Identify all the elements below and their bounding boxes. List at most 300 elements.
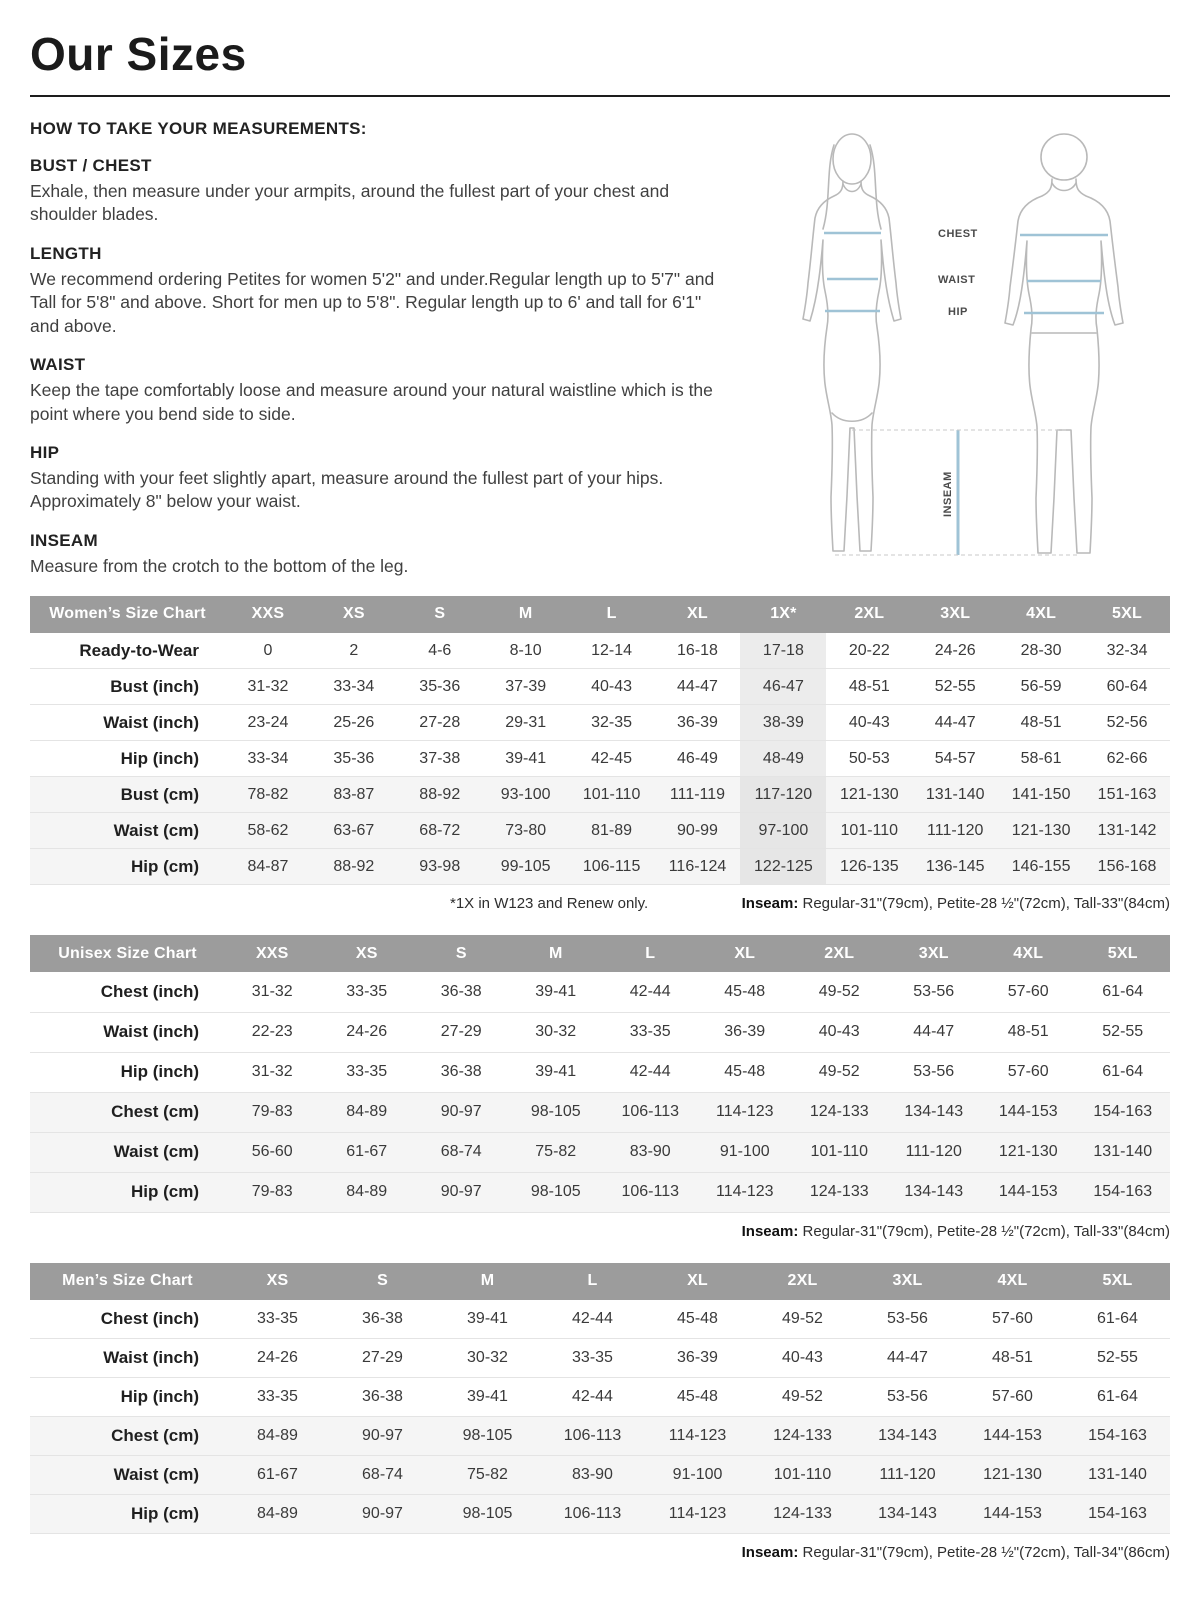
size-cell: 30-32: [535, 1023, 577, 1041]
size-cell: 36-39: [724, 1023, 766, 1041]
length-text: We recommend ordering Petites for women 5'2" and under.Regular length up to 5'7" and Tall for 5'8" and above. Short for men up to 5'8". Regular length up to 6' and tall for 6'1" and above.: [30, 268, 715, 336]
inseam-text: Measure from the crotch to the bottom of the leg.: [30, 555, 409, 576]
size-cell: 44-47: [913, 1023, 955, 1041]
size-cell: 29-31: [505, 713, 547, 731]
size-cell: 68-74: [362, 1466, 403, 1484]
size-cell: 45-48: [724, 1063, 766, 1081]
one-x-footnote: *1X in W123 and Renew only.: [450, 895, 649, 913]
size-cell: 84-89: [346, 1103, 388, 1121]
size-cell: 154-163: [1088, 1427, 1147, 1445]
size-cell: 134-143: [904, 1103, 964, 1121]
size-column-header: XL: [655, 596, 741, 633]
size-cell: 154-163: [1093, 1183, 1153, 1201]
size-cell: 61-64: [1102, 1063, 1144, 1081]
size-cell: 144-153: [998, 1183, 1058, 1201]
size-cell: 44-47: [934, 713, 976, 731]
size-cell: 17-18: [740, 633, 826, 669]
size-cell: 27-28: [419, 713, 461, 731]
size-cell: 54-57: [934, 749, 976, 767]
size-cell: 84-89: [257, 1427, 298, 1445]
table-row: [30, 1417, 1170, 1456]
size-column-header: 3XL: [912, 596, 998, 633]
size-cell: 12-14: [591, 641, 633, 659]
size-cell: 45-48: [677, 1388, 718, 1406]
size-cell: 33-35: [257, 1388, 298, 1406]
mens-size-chart-table: [30, 1263, 1170, 1535]
size-cell: 83-87: [333, 785, 375, 803]
size-cell: 39-41: [467, 1388, 508, 1406]
table-row: [30, 741, 1170, 777]
inseam-note-text: Regular-31"(79cm), Petite-28 ½"(72cm), Tall-33"(84cm): [798, 895, 1170, 913]
row-label: Waist (inch): [103, 1022, 199, 1042]
size-cell: 53-56: [887, 1388, 928, 1406]
table-row: [30, 972, 1170, 1012]
size-cell: 46-47: [740, 669, 826, 705]
size-cell: 62-66: [1106, 749, 1148, 767]
size-cell: 0: [263, 641, 273, 659]
size-cell: 42-44: [572, 1388, 613, 1406]
size-cell: 116-124: [668, 857, 727, 875]
size-cell: 56-60: [251, 1143, 293, 1161]
size-cell: 33-35: [346, 983, 388, 1001]
row-label: Ready-to-Wear: [79, 640, 199, 660]
table-row: [30, 1092, 1170, 1132]
row-label: Waist (cm): [113, 1142, 199, 1162]
size-cell: 33-34: [333, 677, 375, 695]
table-row: [30, 1172, 1170, 1212]
bust-chest-text: Exhale, then measure under your armpits, around the fullest part of your chest and shoulder blades.: [30, 180, 670, 225]
title-divider: [30, 95, 1170, 97]
row-label: Bust (inch): [110, 676, 199, 696]
size-cell: 60-64: [1106, 677, 1148, 695]
size-column-header: M: [435, 1263, 540, 1300]
size-cell: 24-26: [934, 641, 976, 659]
length-heading: LENGTH: [30, 243, 102, 263]
size-cell: 42-45: [591, 749, 633, 767]
size-cell: 111-120: [905, 1143, 962, 1161]
row-label: Hip (inch): [120, 1062, 199, 1082]
size-cell: 106-115: [582, 857, 641, 875]
table-row: [30, 1300, 1170, 1339]
size-cell: 93-100: [500, 785, 551, 803]
size-cell: 48-51: [1007, 1023, 1049, 1041]
inseam-note-label: Inseam:: [741, 1544, 799, 1562]
size-cell: 144-153: [983, 1505, 1042, 1523]
size-cell: 90-97: [362, 1505, 403, 1523]
hip-label: HIP: [948, 305, 968, 318]
size-column-header: XXS: [225, 935, 320, 972]
size-column-header: S: [397, 596, 483, 633]
bust-chest-heading: BUST / CHEST: [30, 155, 152, 175]
size-cell: 33-35: [572, 1349, 613, 1367]
womens-inseam-note: [742, 895, 1170, 912]
size-cell: 39-41: [467, 1310, 508, 1328]
size-cell: 36-38: [440, 983, 482, 1001]
size-column-header: 5XL: [1076, 935, 1171, 972]
row-label: Hip (inch): [120, 748, 199, 768]
row-label: Waist (cm): [113, 820, 199, 840]
size-cell: 42-44: [629, 1063, 671, 1081]
size-cell: 57-60: [1007, 1063, 1049, 1081]
size-cell: 61-64: [1097, 1388, 1138, 1406]
hip-heading: HIP: [30, 442, 60, 462]
size-cell: 40-43: [848, 713, 890, 731]
unisex-size-chart-table: [30, 935, 1170, 1213]
row-label: Waist (cm): [113, 1465, 199, 1485]
table-row: [30, 669, 1170, 705]
table-header-row: [30, 935, 1170, 972]
size-cell: 131-142: [1097, 821, 1157, 839]
size-cell: 33-35: [346, 1063, 388, 1081]
size-column-header: XS: [311, 596, 397, 633]
size-cell: 50-53: [848, 749, 890, 767]
size-cell: 24-26: [346, 1023, 388, 1041]
size-cell: 146-155: [1011, 857, 1071, 875]
size-cell: 83-90: [572, 1466, 613, 1484]
row-label: Chest (cm): [111, 1426, 199, 1446]
size-cell: 48-49: [740, 741, 826, 777]
size-cell: 90-99: [677, 821, 718, 839]
size-cell: 40-43: [782, 1349, 823, 1367]
size-cell: 48-51: [1020, 713, 1062, 731]
size-cell: 106-113: [563, 1505, 622, 1523]
size-cell: 114-123: [668, 1505, 727, 1523]
size-cell: 36-39: [677, 1349, 718, 1367]
size-column-header: 3XL: [855, 1263, 960, 1300]
size-cell: 49-52: [782, 1388, 823, 1406]
size-cell: 131-140: [1093, 1143, 1153, 1161]
size-cell: 23-24: [247, 713, 289, 731]
table-row: [30, 1378, 1170, 1417]
table-row: [30, 849, 1170, 885]
table-row: [30, 1456, 1170, 1495]
size-cell: 57-60: [992, 1310, 1033, 1328]
size-cell: 101-110: [810, 1143, 869, 1161]
row-label: Waist (inch): [103, 712, 199, 732]
size-column-header: XL: [645, 1263, 750, 1300]
inseam-note-text: Regular-31"(79cm), Petite-28 ½"(72cm), Tall-34"(86cm): [798, 1544, 1170, 1562]
size-cell: 101-110: [582, 785, 641, 803]
unisex-size-chart-section: [30, 935, 1170, 1241]
measurement-diagram: [770, 117, 1170, 582]
size-cell: 83-90: [629, 1143, 671, 1161]
size-cell: 144-153: [983, 1427, 1042, 1445]
unisex-inseam-note: [742, 1223, 1170, 1240]
size-cell: 121-130: [983, 1466, 1042, 1484]
size-cell: 114-123: [715, 1103, 774, 1121]
size-cell: 33-35: [629, 1023, 671, 1041]
waist-heading: WAIST: [30, 355, 86, 375]
size-cell: 39-41: [535, 1063, 577, 1081]
size-cell: 37-38: [419, 749, 461, 767]
size-column-header: 5XL: [1065, 1263, 1170, 1300]
size-cell: 44-47: [887, 1349, 928, 1367]
inseam-label: INSEAM: [942, 471, 954, 517]
size-cell: 156-168: [1097, 857, 1157, 875]
table-row: [30, 1052, 1170, 1092]
size-column-header: 1X*: [740, 596, 826, 633]
male-figure: [1005, 134, 1123, 553]
size-cell: 90-97: [440, 1103, 482, 1121]
size-cell: 101-110: [840, 821, 899, 839]
size-cell: 93-98: [419, 857, 461, 875]
size-cell: 39-41: [535, 983, 577, 1001]
size-cell: 98-105: [462, 1427, 513, 1445]
size-cell: 121-130: [839, 785, 899, 803]
size-cell: 63-67: [333, 821, 375, 839]
size-cell: 106-113: [621, 1103, 680, 1121]
table-title: Unisex Size Chart: [30, 935, 225, 972]
size-cell: 99-105: [500, 857, 551, 875]
waist-label: WAIST: [938, 273, 976, 286]
inseam-note-label: Inseam:: [741, 895, 799, 913]
size-cell: 61-67: [346, 1143, 388, 1161]
row-label: Waist (inch): [103, 1348, 199, 1368]
size-column-header: M: [509, 935, 604, 972]
size-cell: 58-62: [247, 821, 289, 839]
size-cell: 2: [349, 641, 359, 659]
size-cell: 40-43: [818, 1023, 860, 1041]
womens-size-chart-section: [30, 596, 1170, 914]
size-cell: 46-49: [677, 749, 718, 767]
size-cell: 33-35: [257, 1310, 298, 1328]
size-cell: 98-105: [462, 1505, 513, 1523]
size-cell: 91-100: [719, 1143, 770, 1161]
size-cell: 49-52: [818, 983, 860, 1001]
size-cell: 131-140: [1088, 1466, 1147, 1484]
size-cell: 20-22: [848, 641, 890, 659]
size-cell: 27-29: [362, 1349, 403, 1367]
size-cell: 117-120: [740, 777, 826, 813]
size-column-header: 2XL: [792, 935, 887, 972]
size-cell: 49-52: [782, 1310, 823, 1328]
size-cell: 154-163: [1088, 1505, 1147, 1523]
size-cell: 131-140: [925, 785, 985, 803]
size-cell: 151-163: [1097, 785, 1157, 803]
size-cell: 124-133: [773, 1427, 832, 1445]
mens-inseam-note: [742, 1544, 1170, 1561]
size-cell: 44-47: [677, 677, 718, 695]
size-cell: 48-51: [992, 1349, 1033, 1367]
size-cell: 91-100: [672, 1466, 723, 1484]
size-cell: 78-82: [247, 785, 289, 803]
size-column-header: L: [540, 1263, 645, 1300]
size-cell: 32-35: [591, 713, 633, 731]
size-cell: 111-120: [927, 821, 984, 839]
row-label: Hip (inch): [120, 1387, 199, 1407]
womens-table-footnotes: [30, 895, 1170, 913]
size-cell: 121-130: [1011, 821, 1071, 839]
inseam-heading: INSEAM: [30, 530, 98, 550]
size-cell: 88-92: [333, 857, 375, 875]
size-cell: 98-105: [530, 1103, 581, 1121]
size-cell: 154-163: [1093, 1103, 1153, 1121]
size-cell: 90-97: [362, 1427, 403, 1445]
size-cell: 38-39: [740, 705, 826, 741]
size-cell: 33-34: [247, 749, 289, 767]
size-cell: 124-133: [809, 1183, 869, 1201]
size-cell: 53-56: [913, 1063, 955, 1081]
size-cell: 141-150: [1011, 785, 1071, 803]
size-cell: 32-34: [1106, 641, 1148, 659]
table-row: [30, 1012, 1170, 1052]
table-row: [30, 1495, 1170, 1534]
size-column-header: L: [569, 596, 655, 633]
row-label: Hip (cm): [131, 1504, 199, 1524]
size-cell: 68-72: [419, 821, 461, 839]
table-row: [30, 1339, 1170, 1378]
unisex-table-footnotes: [30, 1223, 1170, 1241]
size-cell: 106-113: [563, 1427, 622, 1445]
size-cell: 25-26: [333, 713, 375, 731]
size-cell: 122-125: [740, 849, 826, 885]
size-cell: 52-55: [1097, 1349, 1138, 1367]
table-title: Men’s Size Chart: [30, 1263, 225, 1300]
table-row: [30, 1132, 1170, 1172]
size-cell: 53-56: [913, 983, 955, 1001]
size-cell: 35-36: [333, 749, 375, 767]
row-label: Hip (cm): [131, 1182, 199, 1202]
size-cell: 79-83: [251, 1103, 293, 1121]
table-row: [30, 777, 1170, 813]
mens-table-footnotes: [30, 1544, 1170, 1562]
size-column-header: 2XL: [750, 1263, 855, 1300]
size-cell: 79-83: [251, 1183, 293, 1201]
waist-text: Keep the tape comfortably loose and measure around your natural waistline which is the point where you bend side to side.: [30, 380, 713, 424]
size-cell: 36-38: [362, 1388, 403, 1406]
size-cell: 124-133: [773, 1505, 832, 1523]
size-cell: 52-55: [1102, 1023, 1144, 1041]
size-column-header: 2XL: [826, 596, 912, 633]
size-cell: 73-80: [505, 821, 547, 839]
size-cell: 134-143: [878, 1427, 937, 1445]
measurement-instructions: [30, 117, 770, 582]
size-cell: 134-143: [904, 1183, 964, 1201]
size-column-header: L: [603, 935, 698, 972]
size-cell: 97-100: [740, 813, 826, 849]
size-cell: 36-38: [440, 1063, 482, 1081]
table-row: [30, 813, 1170, 849]
size-column-header: 4XL: [960, 1263, 1065, 1300]
size-cell: 106-113: [621, 1183, 680, 1201]
size-cell: 30-32: [467, 1349, 508, 1367]
size-cell: 56-59: [1020, 677, 1062, 695]
size-cell: 42-44: [629, 983, 671, 1001]
size-cell: 16-18: [677, 641, 718, 659]
size-cell: 39-41: [505, 749, 547, 767]
size-cell: 28-30: [1020, 641, 1062, 659]
size-cell: 36-38: [362, 1310, 403, 1328]
size-cell: 52-55: [934, 677, 976, 695]
size-cell: 61-64: [1097, 1310, 1138, 1328]
hip-text: Standing with your feet slightly apart, measure around the fullest part of your hips. Approximately 8" below your waist.: [30, 467, 664, 512]
page-title: Our Sizes: [30, 28, 247, 80]
size-cell: 37-39: [505, 677, 547, 695]
size-cell: 42-44: [572, 1310, 613, 1328]
size-column-header: XXS: [225, 596, 311, 633]
row-label: Chest (cm): [111, 1102, 199, 1122]
size-cell: 90-97: [440, 1183, 482, 1201]
row-label: Hip (cm): [131, 856, 199, 876]
size-cell: 49-52: [818, 1063, 860, 1081]
size-cell: 8-10: [509, 641, 542, 659]
row-label: Chest (inch): [100, 1309, 199, 1329]
table-header-row: [30, 596, 1170, 633]
table-row: [30, 633, 1170, 669]
size-cell: 136-145: [925, 857, 985, 875]
size-cell: 98-105: [530, 1183, 581, 1201]
size-cell: 144-153: [998, 1103, 1058, 1121]
size-column-header: 4XL: [998, 596, 1084, 633]
size-cell: 27-29: [440, 1023, 482, 1041]
table-row: [30, 705, 1170, 741]
size-cell: 58-61: [1020, 749, 1062, 767]
size-cell: 57-60: [1007, 983, 1049, 1001]
size-cell: 31-32: [247, 677, 289, 695]
size-cell: 134-143: [878, 1505, 937, 1523]
size-cell: 61-64: [1102, 983, 1144, 1001]
inseam-note-label: Inseam:: [741, 1222, 799, 1240]
size-column-header: XL: [698, 935, 793, 972]
size-cell: 68-74: [440, 1143, 482, 1161]
size-cell: 35-36: [419, 677, 461, 695]
size-cell: 84-87: [247, 857, 289, 875]
size-cell: 48-51: [848, 677, 890, 695]
size-cell: 4-6: [428, 641, 452, 659]
mens-size-chart-section: [30, 1263, 1170, 1563]
size-cell: 53-56: [887, 1310, 928, 1328]
size-column-header: XS: [320, 935, 415, 972]
size-cell: 36-39: [677, 713, 718, 731]
size-cell: 31-32: [251, 1063, 293, 1081]
size-cell: 57-60: [992, 1388, 1033, 1406]
womens-size-chart-table: [30, 596, 1170, 886]
size-column-header: M: [483, 596, 569, 633]
row-label: Chest (inch): [100, 982, 199, 1002]
chest-label: CHEST: [938, 227, 978, 240]
size-cell: 111-120: [879, 1466, 936, 1484]
size-cell: 126-135: [839, 857, 899, 875]
size-cell: 121-130: [998, 1143, 1058, 1161]
size-cell: 45-48: [677, 1310, 718, 1328]
size-column-header: 3XL: [887, 935, 982, 972]
size-column-header: S: [414, 935, 509, 972]
size-cell: 101-110: [773, 1466, 832, 1484]
size-cell: 45-48: [724, 983, 766, 1001]
measurement-guide-section: [30, 117, 1170, 582]
table-header-row: [30, 1263, 1170, 1300]
size-column-header: 4XL: [981, 935, 1076, 972]
size-column-header: XS: [225, 1263, 330, 1300]
instructions-heading: HOW TO TAKE YOUR MEASUREMENTS:: [30, 118, 367, 138]
size-cell: 88-92: [419, 785, 461, 803]
size-cell: 75-82: [467, 1466, 508, 1484]
size-cell: 114-123: [715, 1183, 774, 1201]
size-cell: 111-119: [669, 785, 726, 803]
female-figure: [803, 134, 901, 551]
size-cell: 84-89: [257, 1505, 298, 1523]
table-title: Women’s Size Chart: [30, 596, 225, 633]
size-cell: 81-89: [591, 821, 633, 839]
size-cell: 22-23: [251, 1023, 293, 1041]
size-column-header: S: [330, 1263, 435, 1300]
size-cell: 124-133: [809, 1103, 869, 1121]
size-cell: 84-89: [346, 1183, 388, 1201]
size-cell: 31-32: [251, 983, 293, 1001]
size-cell: 52-56: [1106, 713, 1148, 731]
size-column-header: 5XL: [1084, 596, 1170, 633]
inseam-note-text: Regular-31"(79cm), Petite-28 ½"(72cm), Tall-33"(84cm): [798, 1222, 1170, 1240]
